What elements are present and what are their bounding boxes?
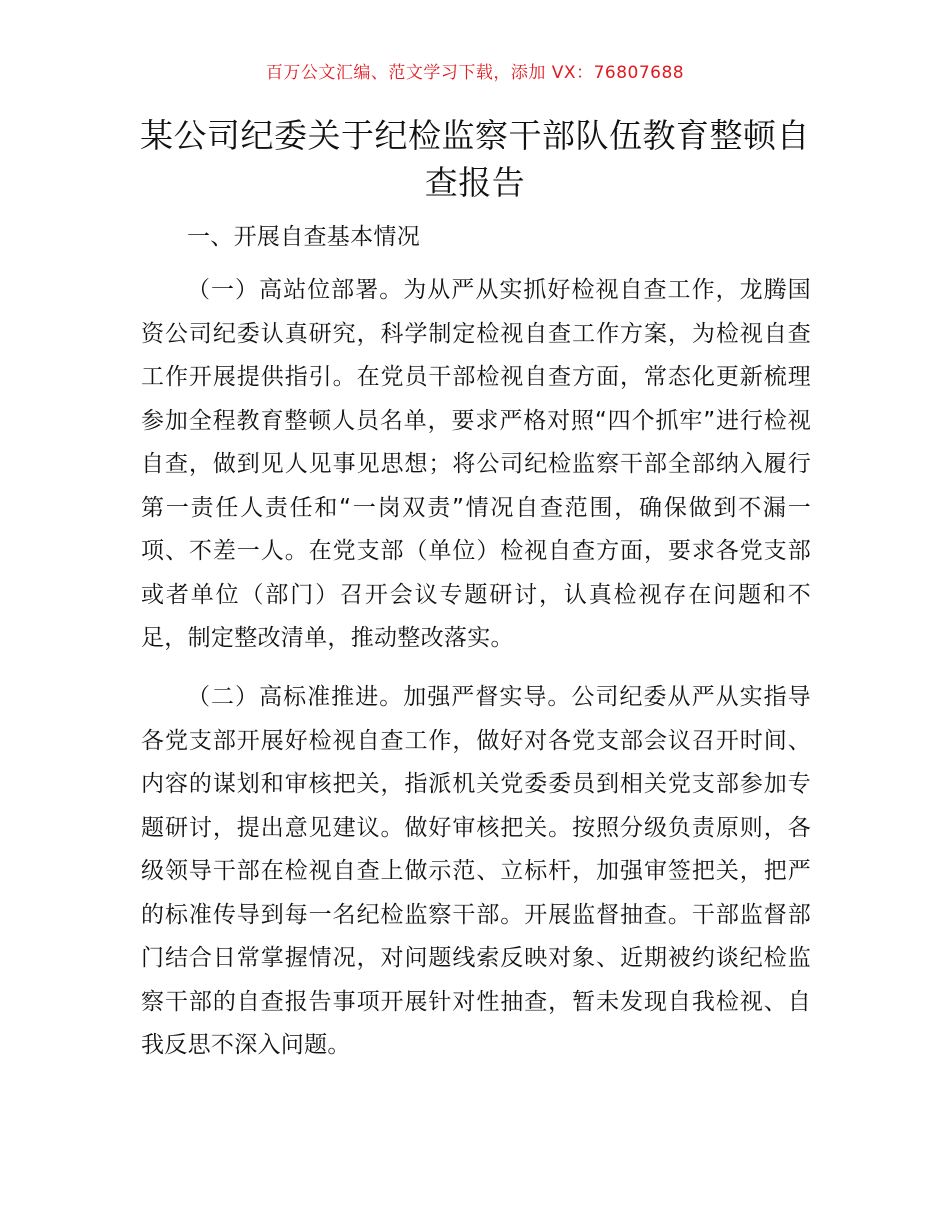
paragraph-deployment <box>141 269 811 661</box>
paragraph-advancement <box>141 676 811 1068</box>
watermark-banner: 百万公文汇编、范文学习下载，添加 VX：76807688 <box>265 63 685 83</box>
section-heading: 一、开展自查基本情况 <box>187 224 420 250</box>
paragraph-text: （一）高站位部署。为从严从实抓好检视自查工作，龙腾国资公司纪委认真研究，科学制定检视自查工作方案，为检视自查工作开展提供指引。在党员干部检视自查方面，常态化更新梳理参加全程教育整顿人员名单，要求严格对照“四个抓牢”进行检视自查，做到见人见事见思想；将公司纪检监察干部全部纳入履行第一责任人责任和“一岗双责”情况自查范围，确保做到不漏一项、不差一人。在党支部（单位）检视自查方面，要求各党支部或者单位（部门）召开会议专题研讨，认真检视存在问题和不足，制定整改清单，推动整改落实。 <box>141 277 811 651</box>
document-title: 某公司纪委关于纪检监察干部队伍教育整顿自查报告 <box>140 116 810 202</box>
paragraph-text: （二）高标准推进。加强严督实导。公司纪委从严从实指导各党支部开展好检视自查工作，做好对各党支部会议召开时间、内容的谋划和审核把关，指派机关党委委员到相关党支部参加专题研讨，提出意见建议。做好审核把关。按照分级负责原则，各级领导干部在检视自查上做示范、立标杆，加强审签把关，把严的标准传导到每一名纪检监察干部。开展监督抽查。干部监督部门结合日常掌握情况，对问题线索反映对象、近期被约谈纪检监察干部的自查报告事项开展针对性抽查，暂未发现自我检视、自我反思不深入问题。 <box>141 684 811 1058</box>
